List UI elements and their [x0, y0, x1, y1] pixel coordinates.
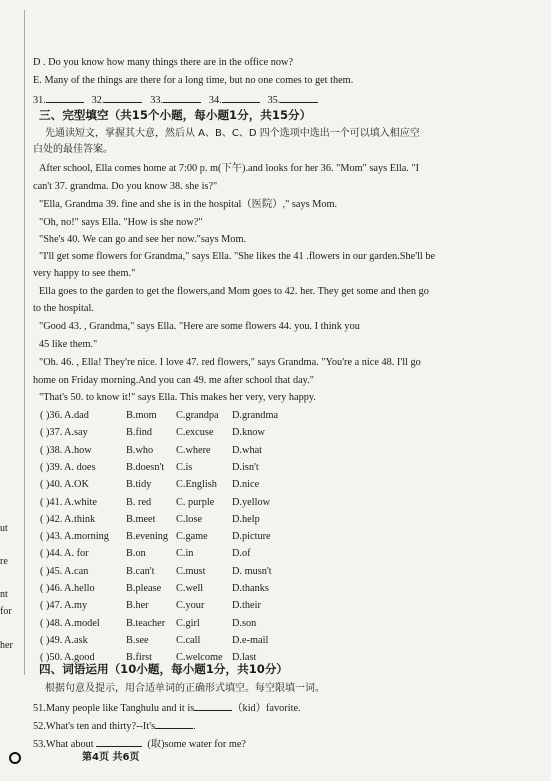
passage-line-9: to the hospital. [33, 303, 94, 314]
passage-line-4: "Oh, no!" says Ella. "How is she now?" [39, 217, 203, 228]
passage-line-10: "Good 43. , Grandma," says Ella. "Here are some flowers 44. you. I think you [39, 321, 360, 332]
option-question-number: ( )48. [40, 617, 63, 629]
option-choice-b: B.on [126, 548, 146, 560]
option-choice-c: C. purple [176, 496, 215, 508]
section-4-instruction: 根据句意及提示，用合适单词的正确形式填空。每空限填一词。 [45, 683, 325, 694]
question-51: 51.Many people like Tanghulu and it is （kid）favorite. [33, 700, 301, 715]
option-question-number: ( )43. [40, 531, 63, 543]
option-choice-d: D.know [232, 427, 265, 439]
passage-line-5: "She's 40. We can go and see her now."says Mom. [39, 234, 247, 245]
answer-row-31-35: 31. 32. 33. 34. 35. [33, 92, 318, 107]
option-choice-d: D.last [232, 652, 257, 664]
option-choice-d: D.thanks [232, 583, 269, 594]
question-53: 53.What about (取)some water for me? [33, 736, 246, 751]
option-question-number: ( )36. [40, 410, 63, 421]
passage-line-6: "I'll get some flowers for Grandma," says Ella. "She likes the 41 .flowers in our garden.She'll be [39, 251, 436, 262]
option-choice-c: C.grandpa [176, 410, 219, 421]
option-choice-d: D.their [232, 600, 261, 612]
option-choice-a: A.ask [64, 634, 88, 646]
option-question-number: ( )47. [40, 600, 63, 612]
option-choice-b: B.tidy [126, 479, 152, 491]
option-choice-b: B.mom [126, 410, 157, 421]
option-choice-c: C.call [176, 634, 201, 646]
option-choice-c: C.lose [176, 513, 203, 525]
option-choice-b: B.who [126, 444, 154, 456]
margin-fragment: re [0, 556, 8, 567]
passage-line-11: 45 like them." [39, 339, 98, 350]
option-choice-b: B.meet [126, 513, 156, 525]
option-choice-b: B.can't [126, 565, 155, 577]
option-e-line: E. Many of the things are there for a long time, but no one comes to get them. [33, 75, 354, 86]
option-choice-c: C.excuse [176, 427, 214, 439]
margin-fragment: ut [0, 523, 8, 534]
passage-line-13: home on Friday morning.And you can 49. me after school that day." [33, 375, 314, 386]
option-choice-c: C.is [176, 461, 193, 473]
passage-line-1: After school, Ella comes home at 7:00 p. m(下午).and looks for her 36. "Mom" says Ella. "I [39, 163, 420, 174]
option-choice-b: B.teacher [126, 617, 166, 629]
passage-line-3: "Ella, Grandma 39. fine and she is in the hospital（医院）," says Mom. [39, 199, 338, 210]
option-question-number: ( )41. [40, 496, 63, 508]
option-choice-b: B. red [126, 496, 152, 508]
option-choice-c: C.where [176, 444, 211, 456]
option-question-number: ( )45. [40, 565, 63, 577]
option-choice-c: C.well [176, 583, 204, 594]
option-choice-b: B.first [126, 652, 153, 664]
option-choice-d: D. musn't [232, 565, 272, 577]
option-choice-c: C.your [176, 600, 205, 612]
passage-line-12: "Oh. 46. , Ella! They're nice. I love 47. red flowers," says Grandma. "You're a nice 48. I'll go [39, 357, 421, 368]
option-choice-b: B.her [126, 600, 149, 612]
option-choice-c: C.girl [176, 617, 200, 629]
option-question-number: ( )50. [40, 652, 63, 664]
option-choice-b: B.evening [126, 531, 169, 543]
option-question-number: ( )46. [40, 583, 63, 594]
option-choice-a: A.OK [64, 479, 89, 491]
option-choice-d: D.what [232, 444, 263, 456]
option-choice-c: C.in [176, 548, 194, 560]
option-choice-a: A.good [64, 652, 95, 664]
option-choice-a: A.can [64, 565, 89, 577]
option-choice-d: D.isn't [232, 461, 259, 473]
option-choice-d: D.nice [232, 479, 260, 491]
option-choice-a: A. for [64, 548, 89, 560]
option-question-number: ( )44. [40, 548, 63, 560]
option-choice-c: C.game [176, 531, 208, 543]
option-question-number: ( )49. [40, 634, 63, 646]
option-choice-a: A.how [64, 444, 92, 456]
option-question-number: ( )42. [40, 513, 63, 525]
margin-fragment: her [0, 640, 13, 651]
option-choice-a: A.morning [64, 531, 109, 543]
section-3-title: 三、完型填空（共15个小题，每小题1分，共15分） [39, 108, 312, 122]
option-choice-c: C.welcome [176, 652, 223, 664]
passage-line-14: "That's 50. to know it!" says Ella. This makes her very, very happy. [39, 392, 316, 403]
margin-fragment: for [0, 606, 12, 617]
section-4-title: 四、词语运用（10小题，每小题1分，共10分） [39, 662, 289, 676]
option-choice-d: D.yellow [232, 496, 271, 508]
passage-line-8: Ella goes to the garden to get the flowers,and Mom goes to 42. her. They get some and then go [39, 286, 429, 297]
passage-line-7: very happy to see them." [33, 268, 136, 279]
option-choice-a: A.hello [64, 583, 95, 594]
option-choice-b: B.find [126, 427, 153, 439]
option-choice-c: C.English [176, 479, 217, 491]
option-choice-d: D.grandma [232, 410, 279, 421]
option-choice-d: D.picture [232, 531, 271, 543]
option-choice-d: D.son [232, 617, 257, 629]
option-question-number: ( )38. [40, 444, 63, 456]
option-choice-a: A.dad [64, 410, 89, 421]
option-question-number: ( )40. [40, 479, 63, 491]
hole-punch-icon [9, 752, 21, 764]
question-52: 52.What's ten and thirty?--It's . [33, 718, 196, 733]
option-choice-a: A.white [64, 496, 97, 508]
option-question-number: ( )39. [40, 461, 63, 473]
passage-line-2: can't 37. grandma. Do you know 38. she is?" [33, 181, 218, 192]
option-choice-d: D.of [232, 548, 251, 560]
option-choice-d: D.e-mail [232, 634, 269, 646]
option-choice-d: D.help [232, 513, 260, 525]
option-question-number: ( )37. [40, 427, 63, 439]
option-choice-c: C.must [176, 565, 206, 577]
section-3-instruction: 先通读短文，掌握其大意，然后从 A、B、C、D 四个选项中选出一个可以填入相应空 [45, 128, 420, 139]
option-d-line: D . Do you know how many things there are in the office now? [33, 57, 294, 68]
option-choice-a: A.say [64, 427, 88, 439]
option-choice-b: B.please [126, 583, 162, 594]
option-choice-a: A.think [64, 513, 96, 525]
option-choice-b: B.doesn't [126, 461, 165, 473]
section-3-instruction-cont: 白处的最佳答案。 [33, 144, 113, 155]
option-choice-b: B.see [126, 634, 149, 646]
page-number: 第4页 共6页 [82, 752, 140, 763]
binding-shadow [24, 10, 25, 675]
margin-fragment: nt [0, 589, 8, 600]
option-choice-a: A. does [64, 461, 96, 473]
option-choice-a: A.model [64, 617, 100, 629]
option-choice-a: A.my [64, 600, 88, 612]
